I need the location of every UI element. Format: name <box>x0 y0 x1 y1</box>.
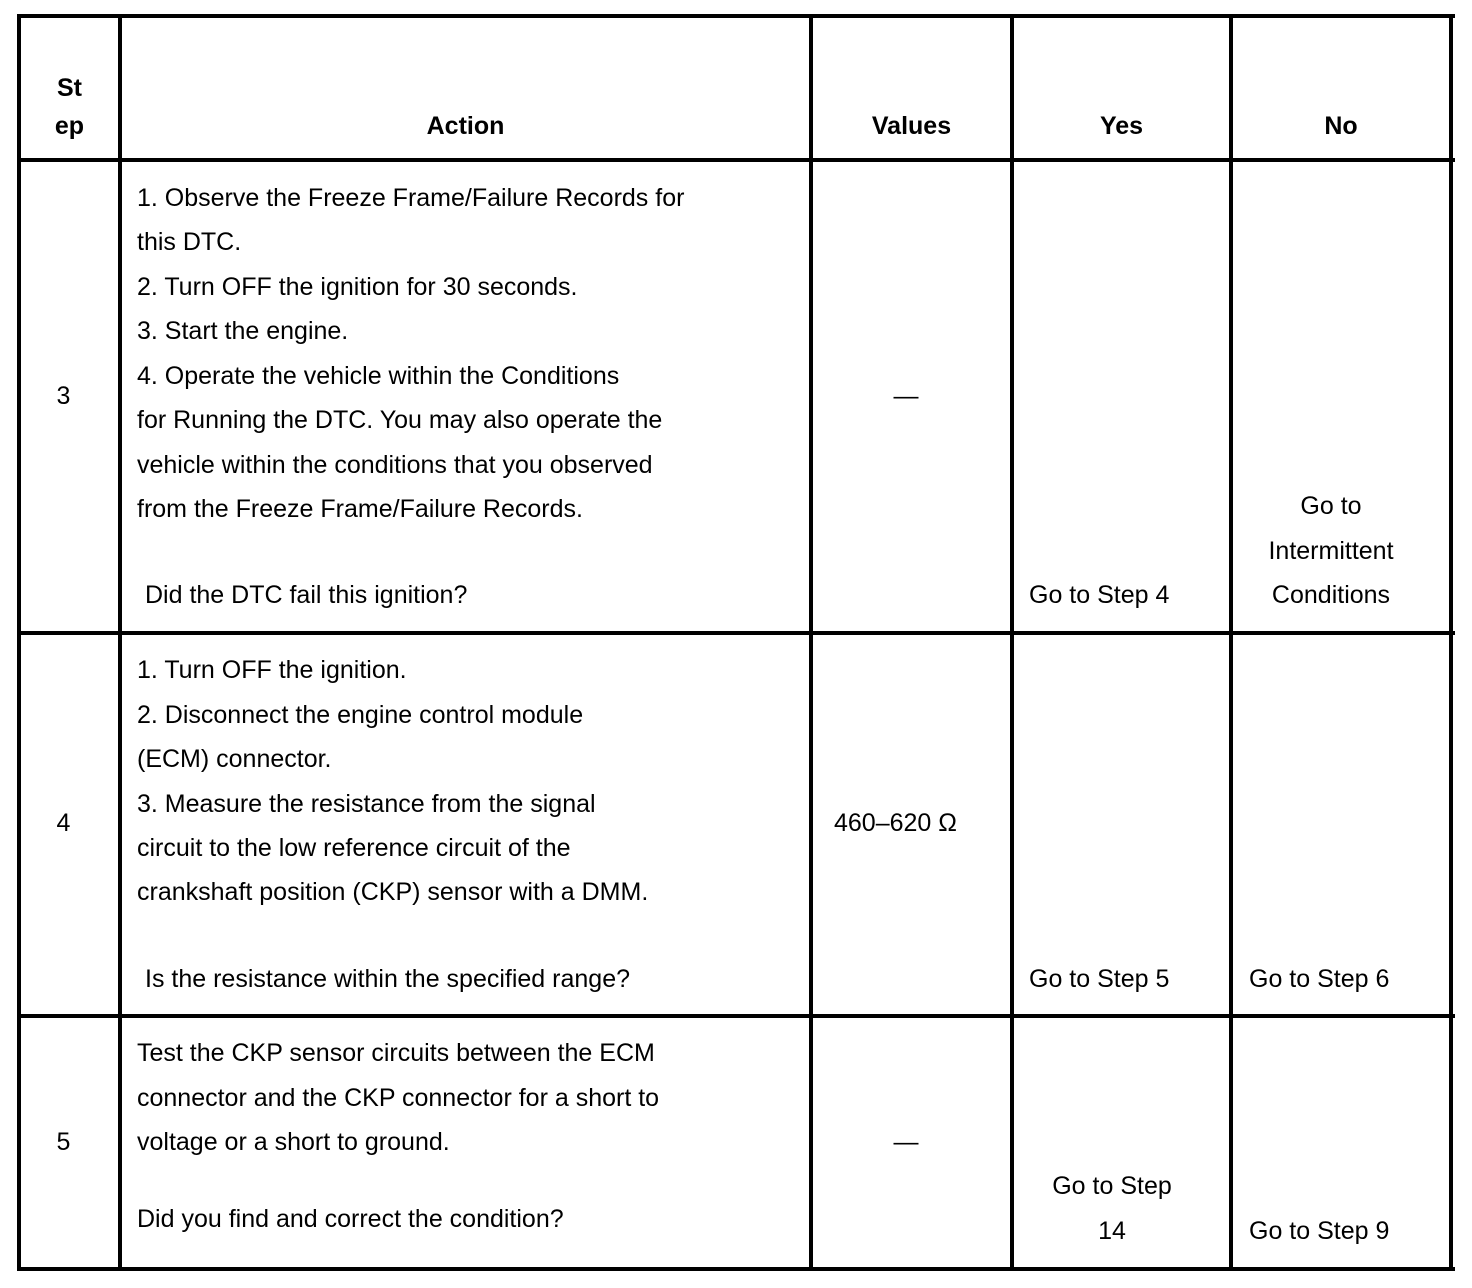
action-line: from the Freeze Frame/Failure Records. <box>137 495 583 523</box>
row-divider <box>17 631 1455 635</box>
action-line: 1. Turn OFF the ignition. <box>137 656 407 684</box>
header-divider <box>17 158 1455 162</box>
header-step-line1: St <box>57 74 82 102</box>
action-line: 3. Start the engine. <box>137 317 349 345</box>
action-line: (ECM) connector. <box>137 745 332 773</box>
action-line: connector and the CKP connector for a short to <box>137 1084 660 1112</box>
row-divider <box>17 1014 1455 1018</box>
action-line: voltage or a short to ground. <box>137 1128 450 1156</box>
action-question: Is the resistance within the specified range? <box>145 965 630 993</box>
step-number: 3 <box>56 382 71 410</box>
no-cell-line: Go to <box>1300 492 1362 520</box>
action-line: 3. Measure the resistance from the signal <box>137 790 596 818</box>
values-cell: — <box>893 382 919 410</box>
no-cell: Go to Step 9 <box>1249 1217 1390 1245</box>
yes-cell: Go to Step 5 <box>1029 965 1170 993</box>
no-cell: Go to Step 6 <box>1249 965 1390 993</box>
action-line: 4. Operate the vehicle within the Conditions <box>137 362 620 390</box>
no-cell-line: Conditions <box>1271 581 1391 609</box>
action-line: for Running the DTC. You may also operate the <box>137 406 663 434</box>
values-cell: — <box>893 1128 919 1156</box>
header-step-line2: ep <box>54 112 85 140</box>
table-border-right <box>1449 14 1453 1271</box>
column-divider <box>1229 14 1233 1271</box>
action-line: circuit to the low reference circuit of the <box>137 834 571 862</box>
step-number: 4 <box>56 809 71 837</box>
table-border-bottom <box>17 1267 1455 1271</box>
table-border-left <box>17 14 21 1271</box>
table-border-top <box>17 14 1455 18</box>
header-no: No <box>1324 112 1358 140</box>
action-line: 1. Observe the Freeze Frame/Failure Records for <box>137 184 685 212</box>
action-question: Did you find and correct the condition? <box>137 1205 564 1233</box>
column-divider <box>118 14 122 1271</box>
action-line: 2. Turn OFF the ignition for 30 seconds. <box>137 273 578 301</box>
action-line: this DTC. <box>137 228 242 256</box>
header-action: Action <box>426 112 505 140</box>
no-cell-line: Intermittent <box>1268 537 1394 565</box>
column-divider <box>1010 14 1014 1271</box>
action-line: crankshaft position (CKP) sensor with a DMM. <box>137 878 649 906</box>
header-values: Values <box>871 112 952 140</box>
values-cell: 460–620 Ω <box>834 809 957 837</box>
diagnostic-table <box>17 14 1455 1271</box>
action-question: Did the DTC fail this ignition? <box>145 581 468 609</box>
column-divider <box>809 14 813 1271</box>
header-yes: Yes <box>1099 112 1144 140</box>
yes-cell-line: Go to Step <box>1052 1172 1172 1200</box>
action-line: vehicle within the conditions that you observed <box>137 451 653 479</box>
yes-cell: Go to Step 4 <box>1029 581 1170 609</box>
action-line: Test the CKP sensor circuits between the ECM <box>137 1039 655 1067</box>
step-number: 5 <box>56 1128 71 1156</box>
yes-cell-line: 14 <box>1098 1217 1126 1245</box>
action-line: 2. Disconnect the engine control module <box>137 701 584 729</box>
